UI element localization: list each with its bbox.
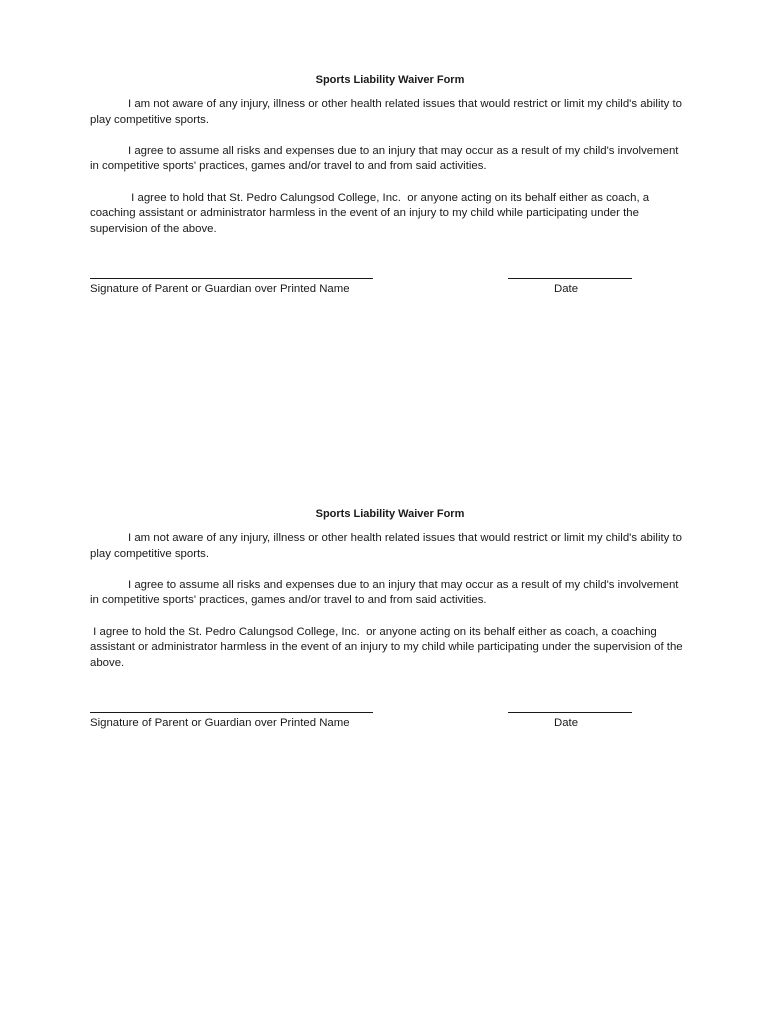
hold-harmless-paragraph: I agree to hold that St. Pedro Calungsod College, Inc. or anyone acting on its behalf either as coach, a coaching assistant or administrator harmless in the event of an injury to my child while participating under the supervision of the above. xyxy=(90,191,653,235)
date-line[interactable] xyxy=(508,278,632,279)
waiver-form-1 xyxy=(90,72,690,308)
health-statement-paragraph: I am not aware of any injury, illness or other health related issues that would restrict or limit my child's ability to play competitive sports. xyxy=(90,532,686,560)
signature-line[interactable] xyxy=(90,278,373,279)
signature-block xyxy=(90,268,690,308)
signature-block xyxy=(90,702,690,742)
signature-caption: Signature of Parent or Guardian over Printed Name xyxy=(90,283,350,296)
signature-caption: Signature of Parent or Guardian over Printed Name xyxy=(90,717,350,730)
waiver-form-2 xyxy=(90,506,690,742)
form-title: Sports Liability Waiver Form xyxy=(315,508,465,520)
hold-harmless-paragraph: I agree to hold the St. Pedro Calungsod College, Inc. or anyone acting on its behalf either as coach, a coaching assistant or administrator harmless in the event of an injury to my child while participating under the supervision of the above. xyxy=(90,625,686,669)
form-title: Sports Liability Waiver Form xyxy=(315,74,465,86)
date-caption: Date xyxy=(554,283,579,296)
date-caption: Date xyxy=(554,717,579,730)
date-line[interactable] xyxy=(508,712,632,713)
health-statement-paragraph: I am not aware of any injury, illness or other health related issues that would restrict or limit my child's ability to play competitive sports. xyxy=(90,98,686,126)
risk-assumption-paragraph: I agree to assume all risks and expenses due to an injury that may occur as a result of my child's involvement in competitive sports' practices, games and/or travel to and from said activities. xyxy=(90,578,682,607)
signature-line[interactable] xyxy=(90,712,373,713)
risk-assumption-paragraph: I agree to assume all risks and expenses due to an injury that may occur as a result of my child's involvement in competitive sports' practices, games and/or travel to and from said activities. xyxy=(90,144,682,173)
